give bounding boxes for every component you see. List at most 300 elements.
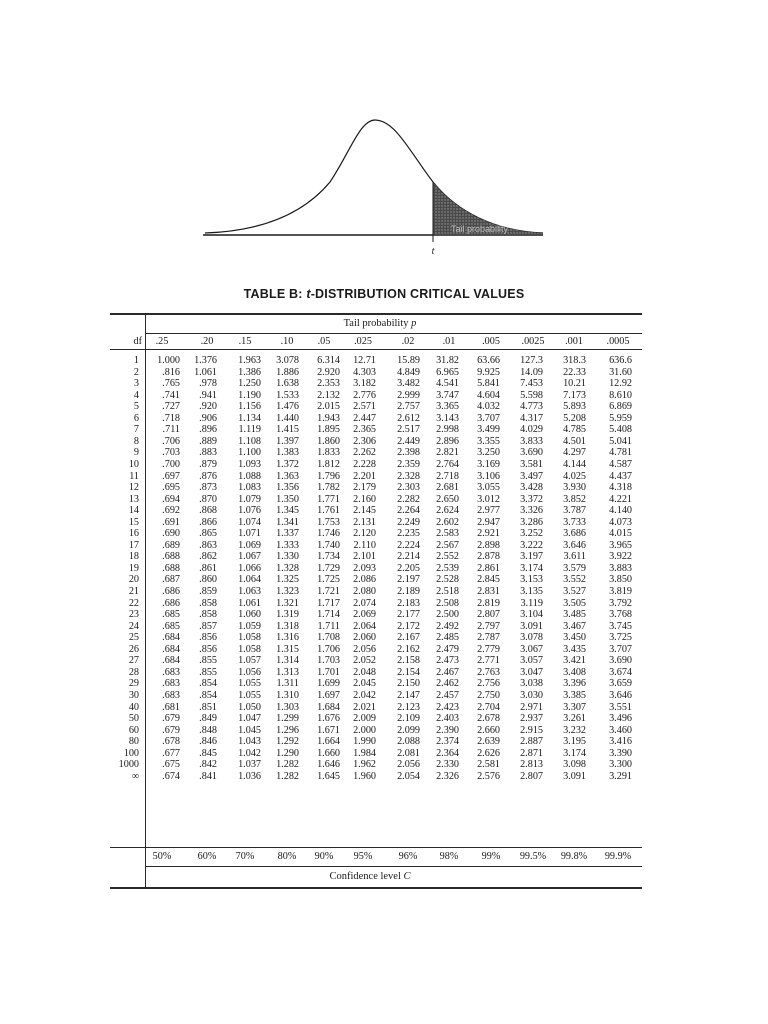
critical-value-cell: 3.372: [520, 493, 543, 505]
critical-value-cell: 3.106: [477, 470, 500, 482]
critical-value-cell: 1.325: [276, 574, 299, 586]
confidence-level-cell: 96%: [398, 851, 418, 862]
critical-value-cell: 1.376: [194, 355, 217, 366]
critical-value-cell: 3.745: [609, 620, 632, 632]
df-cell: 3: [133, 378, 139, 390]
critical-value-cell: 1.341: [276, 516, 299, 528]
df-cell: 24: [128, 620, 139, 632]
critical-value-cell: .677: [162, 747, 180, 759]
critical-value-cell: 2.704: [477, 701, 500, 713]
critical-value-cell: 1.069: [238, 539, 261, 551]
critical-value-cell: 2.099: [397, 724, 420, 736]
critical-value-cell: 127.3: [520, 355, 543, 366]
critical-value-cell: 2.162: [397, 643, 420, 655]
critical-value-cell: 3.787: [563, 505, 586, 517]
critical-value-cell: .688: [162, 551, 180, 563]
critical-value-cell: .883: [199, 447, 217, 459]
critical-value-cell: 3.174: [563, 747, 586, 759]
critical-value-cell: 3.819: [609, 586, 632, 597]
critical-value-cell: 4.541: [436, 378, 459, 390]
critical-value-cell: 3.153: [520, 574, 543, 586]
critical-value-cell: 1.315: [276, 643, 299, 655]
critical-value-cell: .686: [162, 586, 180, 597]
critical-value-cell: 2.154: [397, 666, 420, 678]
critical-value-cell: 4.849: [397, 366, 420, 378]
tail-probability-caption: [200, 318, 560, 329]
critical-value-cell: 2.947: [477, 516, 500, 528]
critical-value-cell: 1.753: [317, 516, 340, 528]
critical-value-cell: .855: [199, 666, 217, 678]
critical-value-cell: .873: [199, 482, 217, 494]
critical-value-cell: 2.167: [397, 632, 420, 644]
critical-value-cell: 5.841: [477, 378, 500, 390]
critical-value-cell: 2.015: [317, 401, 340, 413]
critical-value-cell: 1.074: [238, 516, 261, 528]
critical-value-cell: .857: [199, 620, 217, 632]
critical-value-cell: 2.093: [353, 562, 376, 574]
confidence-level-caption: [200, 871, 540, 882]
df-cell: 1000: [118, 759, 139, 771]
critical-value-cell: 1.156: [238, 401, 261, 413]
critical-value-cell: 3.850: [609, 574, 632, 586]
critical-value-cell: 1.321: [276, 597, 299, 609]
critical-value-cell: 4.773: [520, 401, 543, 413]
critical-value-cell: 2.359: [397, 458, 420, 470]
confidence-level-variable: C: [403, 871, 411, 882]
confidence-rule: [145, 866, 642, 867]
df-cell: 2: [133, 366, 139, 378]
df-cell: 13: [128, 493, 139, 505]
critical-value-cell: 3.883: [609, 562, 632, 574]
critical-value-cell: 4.587: [609, 458, 632, 470]
critical-value-cell: 1.318: [276, 620, 299, 632]
critical-value-cell: 22.33: [563, 366, 586, 378]
header-bottom-rule: [110, 349, 642, 350]
critical-value-cell: 2.390: [436, 724, 459, 736]
critical-value-cell: 1.056: [238, 666, 261, 678]
critical-value-cell: 2.797: [477, 620, 500, 632]
critical-value-cell: 1.984: [353, 747, 376, 759]
critical-value-cell: 1.134: [238, 412, 261, 424]
critical-value-cell: 1.714: [317, 609, 340, 621]
critical-value-cell: 2.681: [436, 482, 459, 494]
critical-value-cell: 2.374: [436, 736, 459, 748]
critical-value-cell: 2.771: [477, 655, 500, 667]
critical-value-cell: 2.201: [353, 470, 376, 482]
df-cell: 50: [128, 713, 139, 725]
critical-value-cell: 2.819: [477, 597, 500, 609]
critical-value-cell: 3.646: [609, 689, 632, 701]
critical-value-cell: .703: [162, 447, 180, 459]
critical-value-cell: 1.708: [317, 632, 340, 644]
critical-value-cell: 6.965: [436, 366, 459, 378]
critical-value-cell: 2.177: [397, 609, 420, 621]
critical-value-cell: 2.172: [397, 620, 420, 632]
critical-value-cell: 1.725: [317, 574, 340, 586]
critical-value-cell: 1.664: [317, 736, 340, 748]
critical-value-cell: 4.297: [563, 447, 586, 459]
critical-value-cell: 12.92: [609, 378, 632, 390]
critical-value-cell: .862: [199, 551, 217, 563]
critical-value-cell: 2.021: [353, 701, 376, 713]
confidence-level-cell: 99.5%: [519, 851, 547, 862]
critical-value-cell: .727: [162, 401, 180, 413]
critical-value-cell: .687: [162, 574, 180, 586]
critical-value-cell: .851: [199, 701, 217, 713]
critical-value-cell: .858: [199, 609, 217, 621]
critical-value-cell: 5.208: [563, 412, 586, 424]
critical-value-cell: .688: [162, 562, 180, 574]
critical-value-cell: 2.123: [397, 701, 420, 713]
critical-value-cell: 1.282: [276, 759, 299, 771]
critical-value-cell: 3.852: [563, 493, 586, 505]
critical-value-cell: 6.314: [317, 355, 340, 366]
critical-value-cell: 2.779: [477, 643, 500, 655]
tail-prob-header: .0005: [606, 336, 630, 347]
body-bottom-rule: [110, 847, 642, 848]
critical-value-cell: 3.707: [477, 412, 500, 424]
critical-value-cell: 2.896: [436, 435, 459, 447]
critical-value-cell: 2.831: [477, 586, 500, 597]
critical-value-cell: 2.080: [353, 586, 376, 597]
critical-value-cell: 1.684: [317, 701, 340, 713]
critical-value-cell: 2.110: [353, 539, 376, 551]
critical-value-cell: 3.222: [520, 539, 543, 551]
critical-value-cell: 3.733: [563, 516, 586, 528]
critical-value-cell: 2.920: [317, 366, 340, 378]
tail-prob-header: .0025: [521, 336, 545, 347]
critical-value-cell: 3.078: [520, 632, 543, 644]
critical-value-cell: 1.316: [276, 632, 299, 644]
critical-value-cell: .697: [162, 470, 180, 482]
critical-value-cell: 2.224: [397, 539, 420, 551]
df-cell: 5: [133, 401, 139, 413]
critical-value-cell: 3.182: [353, 378, 376, 390]
critical-value-cell: 2.262: [353, 447, 376, 459]
critical-value-cell: 3.119: [520, 597, 543, 609]
critical-value-cell: 1.064: [238, 574, 261, 586]
df-cell: 10: [128, 458, 139, 470]
critical-value-cell: 2.581: [477, 759, 500, 771]
confidence-level-cell: 99%: [481, 851, 501, 862]
critical-value-cell: 2.937: [520, 713, 543, 725]
critical-value-cell: 2.807: [477, 609, 500, 621]
critical-value-cell: 2.612: [397, 412, 420, 424]
critical-value-cell: .906: [199, 412, 217, 424]
critical-value-cell: 1.533: [276, 389, 299, 401]
critical-value-cell: 1.796: [317, 470, 340, 482]
critical-value-cell: 2.678: [477, 713, 500, 725]
critical-value-cell: 2.189: [397, 586, 420, 597]
critical-value-cell: 1.671: [317, 724, 340, 736]
critical-value-cell: 3.965: [609, 539, 632, 551]
confidence-level-cell: 95%: [353, 851, 373, 862]
critical-value-cell: 2.052: [353, 655, 376, 667]
critical-value-cell: 1.093: [238, 458, 261, 470]
critical-value-cell: 2.473: [436, 655, 459, 667]
critical-value-cell: 3.421: [563, 655, 586, 667]
critical-value-cell: 2.064: [353, 620, 376, 632]
critical-value-cell: 4.144: [563, 458, 586, 470]
critical-value-cell: 3.169: [477, 458, 500, 470]
df-cell: 1: [133, 355, 139, 366]
critical-value-cell: 1.761: [317, 505, 340, 517]
critical-value-cell: 3.579: [563, 562, 586, 574]
critical-value-cell: 2.467: [436, 666, 459, 678]
critical-value-cell: 2.365: [353, 424, 376, 436]
title-variable: t: [306, 287, 311, 301]
critical-value-cell: 2.776: [353, 389, 376, 401]
critical-value-cell: 2.403: [436, 713, 459, 725]
critical-value-cell: 3.552: [563, 574, 586, 586]
critical-value-cell: 1.323: [276, 586, 299, 597]
critical-value-cell: 2.054: [397, 770, 420, 782]
critical-value-cell: 2.528: [436, 574, 459, 586]
critical-value-cell: 2.101: [353, 551, 376, 563]
critical-value-cell: 2.660: [477, 724, 500, 736]
critical-value-cell: 1.333: [276, 539, 299, 551]
critical-value-cell: 1.328: [276, 562, 299, 574]
critical-value-cell: 31.60: [609, 366, 632, 378]
critical-value-cell: 3.922: [609, 551, 632, 563]
critical-value-cell: 1.962: [353, 759, 376, 771]
critical-value-cell: .695: [162, 482, 180, 494]
critical-value-cell: 2.447: [353, 412, 376, 424]
critical-value-cell: 3.390: [609, 747, 632, 759]
critical-value-cell: 2.479: [436, 643, 459, 655]
critical-value-cell: .718: [162, 412, 180, 424]
df-cell: 23: [128, 609, 139, 621]
critical-value-cell: 3.747: [436, 389, 459, 401]
critical-value-cell: 3.674: [609, 666, 632, 678]
confidence-level-cell: 99.8%: [560, 851, 588, 862]
critical-value-cell: 2.807: [520, 770, 543, 782]
critical-value-cell: 1.356: [276, 482, 299, 494]
critical-value-cell: 2.205: [397, 562, 420, 574]
critical-value-cell: 2.056: [397, 759, 420, 771]
critical-value-cell: 2.398: [397, 447, 420, 459]
critical-value-cell: 2.764: [436, 458, 459, 470]
df-cell: 11: [129, 470, 139, 482]
critical-value-cell: 2.763: [477, 666, 500, 678]
critical-value-cell: 4.317: [520, 412, 543, 424]
critical-value-cell: 2.179: [353, 482, 376, 494]
critical-value-cell: 1.833: [317, 447, 340, 459]
critical-value-cell: 3.497: [520, 470, 543, 482]
critical-value-cell: 1.319: [276, 609, 299, 621]
critical-value-cell: 3.030: [520, 689, 543, 701]
title-suffix: -DISTRIBUTION CRITICAL VALUES: [310, 287, 525, 301]
critical-value-cell: 3.355: [477, 435, 500, 447]
critical-value-cell: 3.326: [520, 505, 543, 517]
critical-value-cell: 2.650: [436, 493, 459, 505]
critical-value-cell: 3.195: [563, 736, 586, 748]
critical-value-cell: 3.250: [477, 447, 500, 459]
df-cell: 27: [128, 655, 139, 667]
critical-value-cell: 2.500: [436, 609, 459, 621]
critical-value-cell: 2.228: [353, 458, 376, 470]
critical-value-cell: 2.871: [520, 747, 543, 759]
critical-value-cell: 2.626: [477, 747, 500, 759]
critical-value-cell: 2.539: [436, 562, 459, 574]
df-cell: 25: [128, 632, 139, 644]
critical-value-cell: 1.646: [317, 759, 340, 771]
confidence-level-cell: 90%: [314, 851, 334, 862]
critical-value-cell: 1.372: [276, 458, 299, 470]
critical-value-cell: 3.104: [520, 609, 543, 621]
critical-value-cell: 1.886: [276, 366, 299, 378]
critical-value-cell: .846: [199, 736, 217, 748]
critical-value-cell: 5.408: [609, 424, 632, 436]
critical-value-cell: .684: [162, 632, 180, 644]
df-cell: 80: [128, 736, 139, 748]
critical-value-cell: 3.435: [563, 643, 586, 655]
critical-value-cell: 1.771: [317, 493, 340, 505]
critical-value-cell: 3.527: [563, 586, 586, 597]
critical-value-cell: 1.061: [238, 597, 261, 609]
critical-value-cell: 2.750: [477, 689, 500, 701]
tail-prob-rule: [145, 333, 642, 334]
critical-value-cell: 1.943: [317, 412, 340, 424]
critical-value-cell: 1.250: [238, 378, 261, 390]
critical-value-cell: 7.453: [520, 378, 543, 390]
critical-value-cell: 1.119: [238, 424, 261, 436]
critical-value-cell: 1.383: [276, 447, 299, 459]
critical-value-cell: 2.602: [436, 516, 459, 528]
critical-value-cell: .678: [162, 736, 180, 748]
critical-value-cell: 2.821: [436, 447, 459, 459]
tail-prob-header: .005: [482, 336, 500, 347]
critical-value-cell: 1.440: [276, 412, 299, 424]
df-cell: 4: [133, 389, 139, 401]
df-cell: 28: [128, 666, 139, 678]
critical-value-cell: 3.038: [520, 678, 543, 690]
critical-value-cell: 1.043: [238, 736, 261, 748]
critical-value-cell: 2.264: [397, 505, 420, 517]
critical-value-cell: 1.079: [238, 493, 261, 505]
critical-value-cell: 2.887: [520, 736, 543, 748]
critical-value-cell: .889: [199, 435, 217, 447]
critical-value-cell: 6.869: [609, 401, 632, 413]
critical-value-cell: 3.055: [477, 482, 500, 494]
critical-value-cell: 4.781: [609, 447, 632, 459]
critical-value-cell: 1.638: [276, 378, 299, 390]
critical-value-cell: 3.012: [477, 493, 500, 505]
critical-value-cell: .684: [162, 655, 180, 667]
critical-value-cell: 2.787: [477, 632, 500, 644]
critical-value-cell: .694: [162, 493, 180, 505]
critical-value-cell: 1.290: [276, 747, 299, 759]
tail-prob-header: .25: [155, 336, 169, 347]
critical-value-cell: 4.318: [609, 482, 632, 494]
critical-value-cell: 2.145: [353, 505, 376, 517]
critical-value-cell: 2.861: [477, 562, 500, 574]
critical-value-cell: 2.756: [477, 678, 500, 690]
critical-value-cell: 4.073: [609, 516, 632, 528]
df-cell: 17: [128, 539, 139, 551]
critical-value-cell: 1.100: [238, 447, 261, 459]
critical-value-cell: 1.701: [317, 666, 340, 678]
critical-value-cell: 1.960: [353, 770, 376, 782]
critical-value-cell: .685: [162, 620, 180, 632]
critical-value-cell: 3.232: [563, 724, 586, 736]
tail-prob-header: .001: [565, 336, 583, 347]
critical-value-cell: 2.576: [477, 770, 500, 782]
critical-value-cell: .858: [199, 597, 217, 609]
tail-prob-header: .05: [317, 336, 331, 347]
critical-value-cell: 2.845: [477, 574, 500, 586]
critical-value-cell: .865: [199, 528, 217, 540]
critical-value-cell: 2.081: [397, 747, 420, 759]
tail-prob-header: .20: [200, 336, 214, 347]
critical-value-cell: 3.646: [563, 539, 586, 551]
critical-value-cell: 2.088: [397, 736, 420, 748]
table-bottom-rule: [110, 887, 642, 889]
critical-value-cell: .679: [162, 713, 180, 725]
critical-value-cell: 2.364: [436, 747, 459, 759]
critical-value-cell: 2.235: [397, 528, 420, 540]
critical-value-cell: 2.457: [436, 689, 459, 701]
critical-value-cell: 1.310: [276, 689, 299, 701]
df-cell: 29: [128, 678, 139, 690]
density-curve: [205, 120, 543, 233]
critical-value-cell: 3.416: [609, 736, 632, 748]
critical-value-cell: 3.408: [563, 666, 586, 678]
df-cell: 60: [128, 724, 139, 736]
critical-value-cell: 3.286: [520, 516, 543, 528]
critical-value-cell: 4.501: [563, 435, 586, 447]
confidence-level-cell: 50%: [152, 851, 172, 862]
critical-value-cell: 3.686: [563, 528, 586, 540]
critical-value-cell: .683: [162, 678, 180, 690]
critical-value-cell: 3.174: [520, 562, 543, 574]
critical-value-cell: 3.143: [436, 412, 459, 424]
critical-value-cell: 636.6: [609, 355, 632, 366]
critical-value-cell: .876: [199, 470, 217, 482]
df-cell: 16: [128, 528, 139, 540]
critical-value-cell: 3.581: [520, 458, 543, 470]
critical-value-cell: 4.303: [353, 366, 376, 378]
critical-value-cell: 3.252: [520, 528, 543, 540]
critical-value-cell: .765: [162, 378, 180, 390]
critical-value-cell: 3.385: [563, 689, 586, 701]
critical-value-cell: 3.467: [563, 620, 586, 632]
confidence-level-cell: 80%: [277, 851, 297, 862]
critical-value-cell: 1.058: [238, 643, 261, 655]
critical-value-cell: .675: [162, 759, 180, 771]
df-cell: 22: [128, 597, 139, 609]
critical-value-cell: 2.718: [436, 470, 459, 482]
df-cell: 6: [133, 412, 139, 424]
df-cell: 18: [128, 551, 139, 563]
critical-value-cell: 2.009: [353, 713, 376, 725]
critical-value-cell: 5.041: [609, 435, 632, 447]
critical-value-cell: 1.699: [317, 678, 340, 690]
critical-value-cell: 5.893: [563, 401, 586, 413]
tail-probability-label: Tail probability: [451, 224, 509, 234]
critical-value-cell: 1.350: [276, 493, 299, 505]
critical-value-cell: 2.508: [436, 597, 459, 609]
df-cell: 7: [133, 424, 139, 436]
critical-value-cell: 3.396: [563, 678, 586, 690]
critical-value-cell: 3.450: [563, 632, 586, 644]
critical-value-cell: .741: [162, 389, 180, 401]
critical-value-cell: .978: [199, 378, 217, 390]
critical-value-cell: 1.042: [238, 747, 261, 759]
critical-value-cell: 4.437: [609, 470, 632, 482]
critical-value-cell: 1.055: [238, 689, 261, 701]
critical-value-cell: 2.583: [436, 528, 459, 540]
